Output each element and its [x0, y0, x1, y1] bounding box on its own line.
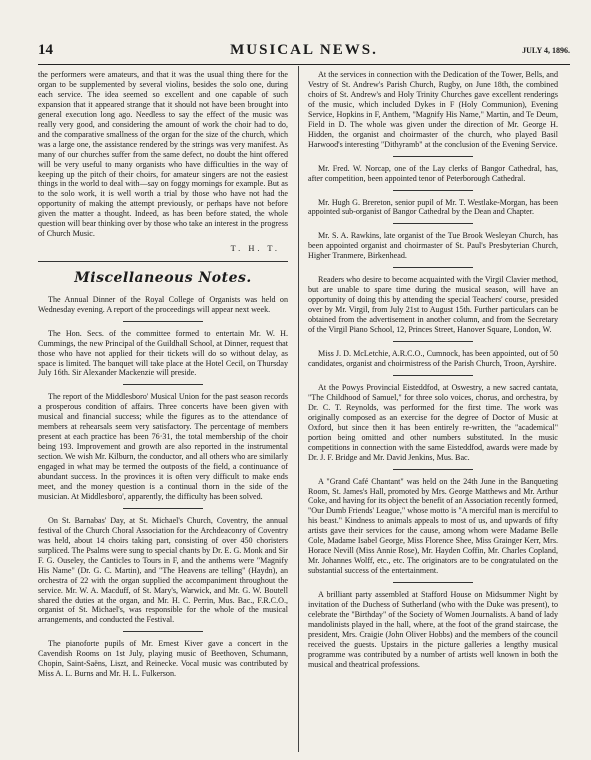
author-signature: T. H. T.: [230, 244, 280, 254]
divider: [123, 384, 203, 385]
right-column: [308, 70, 558, 675]
news-item: A "Grand Café Chantant" was held on the 24th June in the Banqueting Room, St. James's Hall, promoted by Mrs. George Matthews and Mr. Arthur Coke, and having for its object the benefit of an Association recently formed, "Our Dumb Friends' League," whose motto is "A merciful man is merciful to his beast." Kindness to animals appeals to most of us, and upwards of fifty artists gave their services for the cause, among whom were Madame Belle Cole, Madame Isabel George, Miss Florence Shee, Miss Grainger Kerr, Mrs. Horace Nevill (Miss Annie Rose), Mr. Hayden Coffin, Mr. Charles Copland, Mr. Johannes Wolff, etc., etc. The originators are to be congratulated on the substantial success of the entertainment.: [308, 476, 558, 576]
header-rule: [38, 64, 570, 65]
news-item: On St. Barnabas' Day, at St. Michael's Church, Coventry, the annual festival of the Church Choral Association for the Archdeaconry of Coventry was held, about 14 choirs taking part, consisting of over 450 choristers surpliced. The Psalms were sung to special chants by Dr. E. G. Monk and Sir F. G. Ouseley, the Canticles to Tours in F, and the anthems were "Magnify His Name" (Dr. G. C. Martin), and "The Heavens are telling" (Haydn), an orchestra of 22 with the organ supplied the accompaniment throughout the service. Mr. W. A. Macduff, of St. Mary's, Warwick, and Mr. G. W. Boutell shared the duties at the organ, and Mr. H. C. Perrin, Mus. Bac., F.R.C.O., organist of St. Michael's, was responsible for the whole of the musical arrangements, and conducted the Festival.: [38, 515, 288, 625]
article-paragraph: the performers were amateurs, and that it was the usual thing there for the organ to be supplemented by several violins, besides the solo one, during each service. The idea seemed so excellent and one capable of such expansion that it appeared strange that it should not have been brought into general execution long ago. Needless to say the effect of the music was really very good, and considering the amount of work the choir had to do, and the comparative smallness of the organ for the size of the church, which was a large one, the assistance rendered by the strings was very manifest. As many of our churches suffer from the same defect, no doubt the hint offered will be very useful to many organists who have difficulties in the way of keeping up the pitch of their choirs, for amateur singers are not the easiest things in the world to deal with—say on foggy mornings for example. But as to the solo work, it is well worth a trial by those who have not had the opportunity of making the attempt previously, or perhaps have not before given the matter a thought. Indeed, as has been before stated, the whole question will bear thinking over by those who take an interest in the progress of Church Music.: [38, 70, 288, 239]
page-number: 14: [38, 42, 53, 58]
publication-title: MUSICAL NEWS.: [230, 42, 378, 58]
section-title: Miscellaneous Notes.: [74, 269, 252, 286]
news-item: Mr. Fred. W. Norcap, one of the Lay clerks of Bangor Cathedral, has, after competition, been appointed tenor of Peterborough Cathedral.: [308, 163, 558, 183]
news-item: At the services in connection with the Dedication of the Tower, Bells, and Vestry of St. Andrew's Parish Church, Rugby, on June 18th, the combined choirs of St. Andrew's and Holy Trinity Churches gave excellent renderings of the music, which included Dykes in F (Holy Communion), Evening Service, Hopkins in F, Anthem, "Magnify His Name," Martin, and Te Deum, Field in D. The whole was given under the direction of Mr. George H. Hidden, the organist and choirmaster of the church, who played Basil Harwood's interesting "Dithyramb" at the conclusion of the Evening Service.: [308, 70, 558, 149]
divider: [123, 321, 203, 322]
news-item: The Hon. Secs. of the committee formed to entertain Mr. W. H. Cummings, the new Principal of the Guildhall School, at Dinner, request that those who have not applied for their tickets will do so without delay, as space is limited. The banquet will take place at the Hotel Cecil, on Thursday July 16th. Sir Alexander Mackenzie will preside.: [38, 328, 288, 378]
divider: [393, 156, 473, 157]
divider: [123, 631, 203, 632]
news-item: The pianoforte pupils of Mr. Ernest Kiver gave a concert in the Cavendish Rooms on 1st July, playing music of Beethoven, Schumann, Chopin, Saint-Saëns, Liszt, and Reinecke. Vocal music was contributed by Miss A. L. Burns and Mr. H. L. Fulkerson.: [38, 639, 288, 679]
divider: [393, 190, 473, 191]
divider: [393, 375, 473, 376]
divider: [38, 261, 288, 262]
divider: [393, 469, 473, 470]
issue-date: JULY 4, 1896.: [522, 46, 570, 55]
news-item: Readers who desire to become acquainted with the Virgil Clavier method, but are unable to spare time during the musical season, will have an opportunity of doing this by attending the special Teachers' course, presided over by Mr. Virgil, from July 21st to August 15th. Further particulars can be obtained from the advertisement in another column, and from the Secretary of the Virgil Piano School, 12, Princes Street, Hanover Square, London, W.: [308, 275, 558, 335]
page-header: [38, 40, 570, 62]
left-column: [38, 70, 288, 684]
column-divider: [298, 66, 299, 752]
news-item: A brilliant party assembled at Stafford House on Midsummer Night by invitation of the Duchess of Sutherland (who with the Duke was present), to celebrate the "Birthday" of the Society of Women Journalists. A band of lady mandolinists played in the hall, where, at the foot of the grand staircase, the president, Mrs. Craigie (John Oliver Hobbs) and the members of the council received the guests. Upstairs in the picture galleries a lengthy musical programme was contributed by a number of artists well known in both the musical and theatrical professions.: [308, 590, 558, 669]
news-item: At the Powys Provincial Eisteddfod, at Oswestry, a new sacred cantata, "The Childhood of Samuel," for three solo voices, chorus, and orchestra, by Dr. C. T. Reynolds, was performed for the first time. The work was originally composed as an exercise for the degree of Doctor of Music at Oxford, but since then it has been entirely re-written, the "academical" portion being omitted and other numbers substituted. In the music competitions in connection with the same Eisteddfod, awards were made by Dr. J. F. Bridge and Mr. David Jenkins, Mus. Bac.: [308, 382, 558, 462]
divider: [393, 582, 473, 583]
divider: [393, 267, 473, 268]
news-item: The report of the Middlesboro' Musical Union for the past season records a prosperous condition of affairs. Three concerts have been given with musical and financial success; while the figures as to the attendance of members at rehearsals seem very satisfactory. The percentage of members present at each practice has been 76·31, the total membership of the choir being 193. Improvement and growth are also reported in the instrumental section. We wish Mr. Kilburn, the conductor, and all others who are similarly engaged in what may be termed the outposts of the field, a continuance of abundant success. In the provinces it is often very difficult to make ends meet, and the money question is a continual thorn in the side of the musician. At Middlesboro', apparently, the difficulty has been solved.: [38, 392, 288, 501]
news-item: Miss J. D. McLetchie, A.R.C.O., Cumnock, has been appointed, out of 50 candidates, organist and choirmistress of the Parish Church, Troon, Ayrshire.: [308, 349, 558, 368]
divider: [393, 341, 473, 342]
divider: [393, 223, 473, 224]
news-item: Mr. S. A. Rawkins, late organist of the Tue Brook Wesleyan Church, has been appointed organist and choirmaster of St. Paul's Presbyterian Church, Higher Tranmere, Birkenhead.: [308, 231, 558, 261]
divider: [123, 508, 203, 509]
news-item: The Annual Dinner of the Royal College of Organists was held on Wednesday evening. A report of the proceedings will appear next week.: [38, 294, 288, 314]
news-item: Mr. Hugh G. Brereton, senior pupil of Mr. T. Westlake-Morgan, has been appointed sub-organist of Bangor Cathedral by the Dean and Chapter.: [308, 197, 558, 217]
